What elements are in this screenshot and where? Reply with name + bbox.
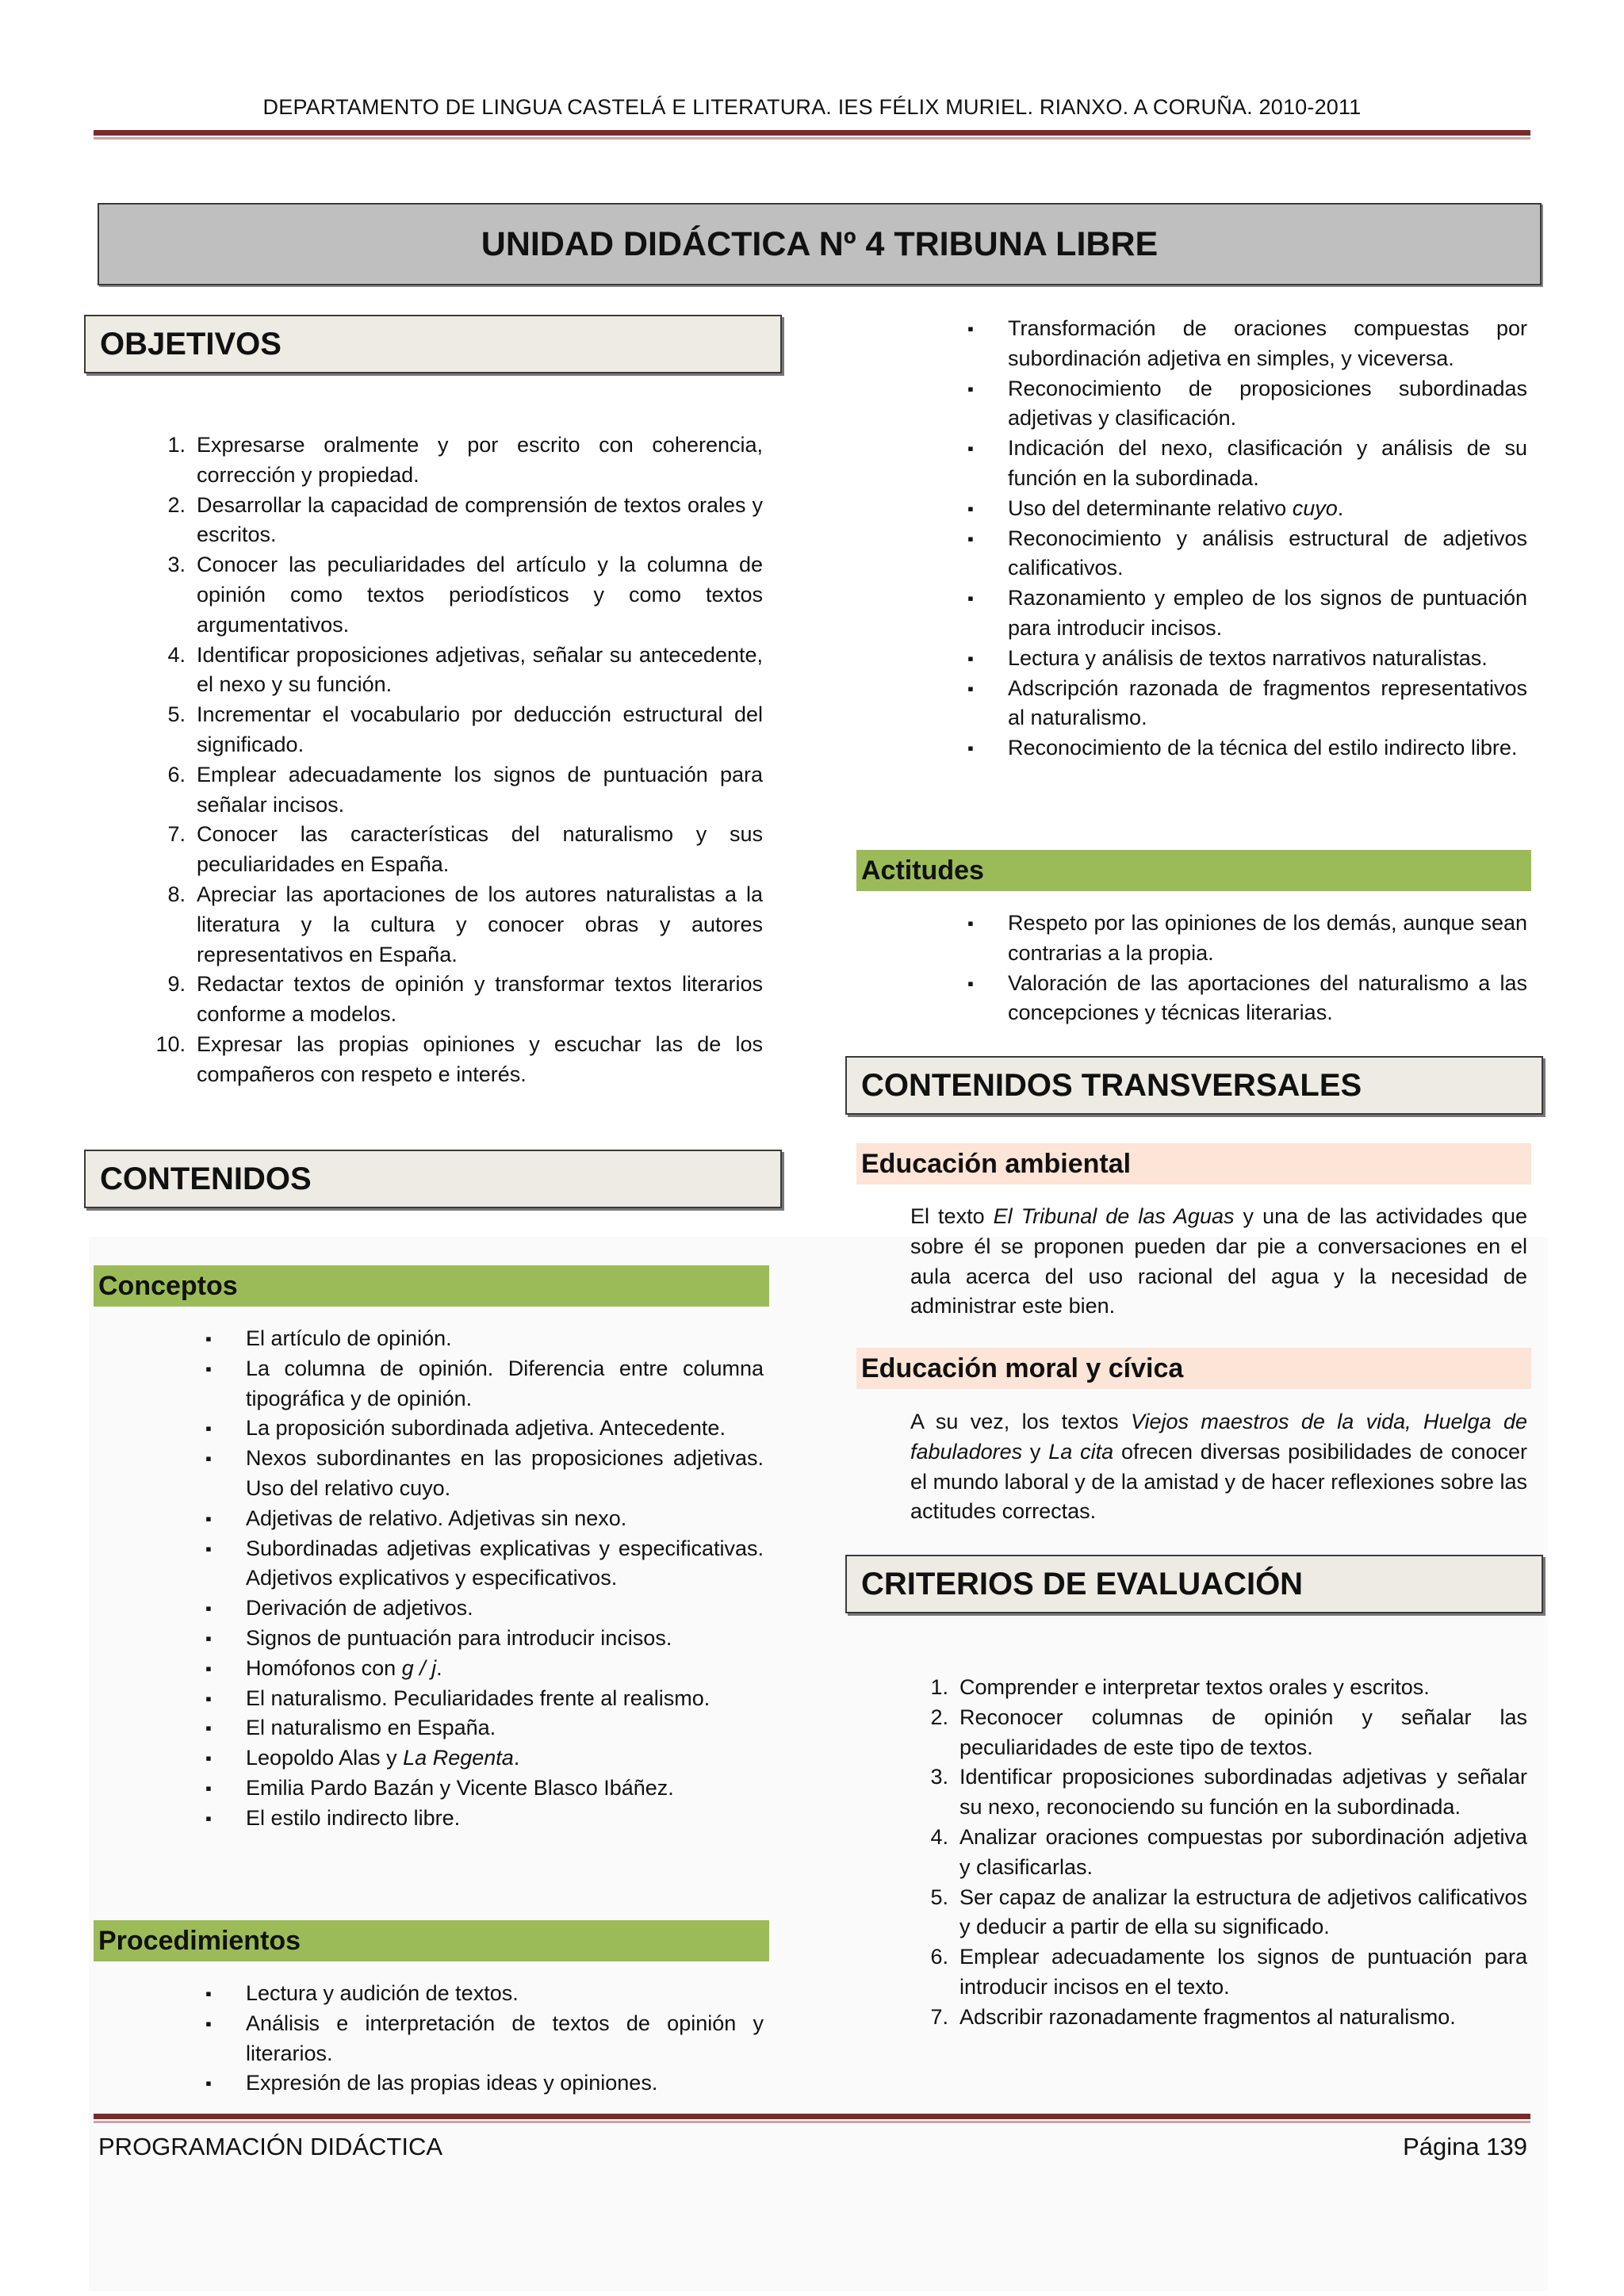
bullet-icon: ▪ — [205, 1418, 212, 1439]
criterio-item — [930, 1703, 1527, 1763]
procedimiento-item — [967, 524, 1527, 584]
actitudes-column — [967, 909, 1527, 1028]
procedimiento-item — [205, 2068, 764, 2099]
criterio-item — [930, 2003, 1527, 2033]
actitud-item — [967, 969, 1527, 1029]
list-item-text: Homófonos con — [246, 1655, 402, 1680]
list-item-text: La columna de opinión. Diferencia entre columna tipográfica y de opinión. — [246, 1356, 764, 1410]
objetivo-item — [167, 700, 763, 760]
moral-text-titles1: Viejos maestros de la vida, Huelga de fabuladores — [910, 1410, 1527, 1464]
bullet-icon: ▪ — [205, 1777, 212, 1798]
ambiental-text-title: El Tribunal de las Aguas — [993, 1204, 1235, 1228]
list-item-number: 8. — [167, 882, 186, 906]
concepto-item — [205, 1324, 764, 1354]
list-item-text: Adjetivas de relativo. Adjetivas sin nexo. — [246, 1506, 627, 1530]
list-item-text: . — [1337, 496, 1344, 520]
list-item-number: 7. — [930, 2004, 948, 2029]
bullet-icon: ▪ — [205, 1358, 212, 1379]
list-item-number: 1. — [930, 1675, 948, 1699]
concepto-item — [205, 1444, 764, 1504]
criterio-item — [930, 1673, 1527, 1703]
page-header: DEPARTAMENTO DE LINGUA CASTELÁ E LITERATURA. IES FÉLIX MURIEL. RIANXO. A CORUÑA. 2010-2011 — [262, 95, 1362, 119]
list-item-text: Razonamiento y empleo de los signos de puntuación para introducir incisos. — [1008, 586, 1527, 640]
subheading-actitudes: Actitudes — [856, 850, 1531, 891]
actitudes-list — [967, 909, 1527, 1028]
list-item-text: El estilo indirecto libre. — [246, 1805, 461, 1830]
list-item-text: Leopoldo Alas y — [246, 1746, 404, 1770]
list-item-text: Lectura y análisis de textos narrativos naturalistas. — [1008, 645, 1488, 670]
list-item-number: 6. — [167, 762, 186, 786]
list-item-text: Desarrollar la capacidad de comprensión de textos orales y escritos. — [197, 492, 763, 547]
list-item-number: 5. — [167, 702, 186, 727]
objetivo-item — [167, 491, 763, 551]
header-rule — [94, 130, 1530, 140]
bullet-icon: ▪ — [205, 1688, 212, 1709]
bullet-icon: ▪ — [967, 319, 974, 339]
list-item-italic: cuyo — [1292, 496, 1338, 520]
concepto-item — [205, 1713, 764, 1743]
bullet-icon: ▪ — [205, 1508, 212, 1529]
section-heading-objetivos: OBJETIVOS — [84, 315, 782, 373]
procedimiento-item — [967, 434, 1527, 494]
concepto-item — [205, 1414, 764, 1444]
list-item-number: 2. — [167, 492, 186, 517]
list-item-text: El naturalismo en España. — [246, 1716, 496, 1740]
list-item-number: 9. — [167, 972, 186, 997]
list-item-text: El naturalismo. Peculiaridades frente al realismo. — [246, 1686, 710, 1710]
bullet-icon: ▪ — [967, 648, 974, 668]
ambiental-text — [910, 1202, 1527, 1322]
procedimiento-item — [967, 733, 1527, 763]
moral-text-part1: A su vez, los textos — [910, 1410, 1131, 1433]
list-item-text: Reconocer columnas de opinión y señalar las peculiaridades de este tipo de textos. — [959, 1705, 1527, 1759]
list-item-text: Reconocimiento de la técnica del estilo indirecto libre. — [1008, 736, 1518, 760]
list-item-number: 5. — [930, 1885, 948, 1909]
list-item-number: 1. — [167, 433, 186, 457]
list-item-text: Conocer las características del naturalismo y sus peculiaridades en España. — [197, 822, 763, 877]
list-item-text: Emplear adecuadamente los signos de puntuación para introducir incisos en el texto. — [959, 1945, 1527, 1999]
list-item-text: Identificar proposiciones subordinadas adjetivas y señalar su nexo, reconociendo su función en la subordinada. — [959, 1765, 1527, 1820]
bullet-icon: ▪ — [205, 1538, 212, 1559]
bullet-icon: ▪ — [967, 738, 974, 759]
bullet-icon: ▪ — [967, 438, 974, 459]
bullet-icon: ▪ — [205, 1329, 212, 1349]
list-item-text: Uso del determinante relativo — [1008, 496, 1293, 520]
concepto-item — [205, 1594, 764, 1624]
footer-document-title: PROGRAMACIÓN DIDÁCTICA — [98, 2133, 443, 2160]
actitud-item — [967, 909, 1527, 969]
list-item-text: Redactar textos de opinión y transformar textos literarios conforme a modelos. — [197, 972, 763, 1027]
list-item-text: . — [513, 1746, 520, 1770]
bullet-icon: ▪ — [967, 678, 974, 698]
list-item-number: 4. — [167, 642, 186, 667]
moral-text-titles2: La cita — [1048, 1439, 1114, 1464]
bullet-icon: ▪ — [967, 528, 974, 549]
footer-page-number: Página 139 — [1403, 2133, 1527, 2160]
concepto-item — [205, 1743, 764, 1774]
procedimiento-item — [967, 314, 1527, 374]
list-item-text: Apreciar las aportaciones de los autores naturalistas a la literatura y la cultura y conocer obras y autores representativos en España. — [197, 882, 763, 966]
procedimiento-item — [967, 584, 1527, 644]
list-item-text: Expresarse oralmente y por escrito con coherencia, corrección y propiedad. — [197, 433, 763, 487]
list-item-italic: La Regenta — [403, 1746, 514, 1770]
list-item-text: Transformación de oraciones compuestas por subordinación adjetiva en simples, y viceversa. — [1008, 316, 1527, 370]
bullet-icon: ▪ — [205, 1658, 212, 1678]
objetivo-item — [167, 880, 763, 970]
concepto-item — [205, 1354, 764, 1414]
procedimiento-item — [205, 2009, 764, 2069]
subheading-educacion-ambiental: Educación ambiental — [856, 1143, 1531, 1184]
bullet-icon: ▪ — [967, 378, 974, 399]
list-item-number: 7. — [167, 822, 186, 847]
procedimiento-item — [967, 374, 1527, 434]
criterios-list — [930, 1673, 1527, 2033]
list-item-text: Adscripción razonada de fragmentos representativos al naturalismo. — [1008, 675, 1527, 730]
list-item-text: Conocer las peculiaridades del artículo y la columna de opinión como textos periodísticos y como textos argumentativos. — [197, 553, 763, 637]
conceptos-list — [205, 1324, 764, 1834]
moral-text-part3: ofrecen diversas posibilidades de conocer el mundo laboral y de la amistad y de hacer reflexiones sobre las actitudes correctas. — [910, 1439, 1527, 1524]
list-item-number: 4. — [930, 1824, 948, 1849]
objetivo-item — [167, 760, 763, 821]
list-item-text: Incrementar el vocabulario por deducción estructural del significado. — [197, 702, 763, 756]
ambiental-text-post: y una de las actividades que sobre él se proponen pueden dar pie a conversaciones en el aula acerca del uso racional del agua y la necesidad de administrar este bien. — [910, 1204, 1527, 1318]
bullet-icon: ▪ — [205, 1598, 212, 1619]
list-item-text: Expresión de las propias ideas y opiniones. — [246, 2071, 658, 2095]
list-item-number: 3. — [930, 1765, 948, 1789]
objetivo-item — [167, 820, 763, 880]
criterios-column — [930, 1673, 1527, 2033]
concepto-item — [205, 1654, 764, 1684]
concepto-item — [205, 1684, 764, 1714]
list-item-text: Adscribir razonadamente fragmentos al naturalismo. — [959, 2004, 1456, 2029]
bullet-icon: ▪ — [205, 1448, 212, 1469]
page-title: UNIDAD DIDÁCTICA Nº 4 TRIBUNA LIBRE — [98, 203, 1542, 285]
list-item-text: Comprender e interpretar textos orales y escritos. — [959, 1675, 1430, 1699]
objetivo-item — [167, 550, 763, 640]
bullet-icon: ▪ — [967, 588, 974, 609]
concepto-item — [205, 1504, 764, 1534]
list-item-italic: g / j — [401, 1655, 437, 1680]
list-item-text: Expresar las propias opiniones y escuchar las de los compañeros con respeto e interés. — [197, 1031, 763, 1086]
conceptos-column — [205, 1324, 764, 1834]
bullet-icon: ▪ — [205, 2013, 212, 2034]
criterio-item — [930, 1942, 1527, 2003]
list-item-text: Nexos subordinantes en las proposiciones adjetivas. Uso del relativo cuyo. — [246, 1446, 764, 1500]
procedimientos-cont-list — [967, 314, 1527, 763]
bullet-icon: ▪ — [967, 913, 974, 933]
list-item-text: Reconocimiento y análisis estructural de adjetivos calificativos. — [1008, 526, 1527, 580]
section-heading-transversales: CONTENIDOS TRANSVERSALES — [845, 1056, 1543, 1115]
bullet-icon: ▪ — [205, 1748, 212, 1769]
procedimiento-item — [967, 494, 1527, 524]
list-item-text: . — [436, 1655, 442, 1680]
list-item-text: La proposición subordinada adjetiva. Antecedente. — [246, 1416, 726, 1441]
objetivo-item — [167, 430, 763, 491]
procedimiento-item — [967, 674, 1527, 734]
criterio-item — [930, 1883, 1527, 1943]
bullet-icon: ▪ — [205, 2073, 212, 2094]
list-item-text: Identificar proposiciones adjetivas, señalar su antecedente, el nexo y su función. — [197, 642, 763, 697]
bullet-icon: ▪ — [205, 1628, 212, 1648]
ambiental-text-pre: El texto — [910, 1204, 994, 1228]
criterio-item — [930, 1823, 1527, 1883]
section-heading-contenidos: CONTENIDOS — [84, 1150, 782, 1208]
list-item-text: Lectura y audición de textos. — [246, 1981, 519, 2005]
list-item-number: 3. — [167, 553, 186, 577]
list-item-text: Analizar oraciones compuestas por subordinación adjetiva y clasificarlas. — [959, 1824, 1527, 1879]
list-item-text: Derivación de adjetivos. — [246, 1596, 473, 1621]
list-item-text: Emplear adecuadamente los signos de puntuación para señalar incisos. — [197, 762, 763, 817]
procedimiento-item — [205, 1979, 764, 2009]
bullet-icon: ▪ — [205, 1808, 212, 1828]
list-item-text: Subordinadas adjetivas explicativas y especificativas. Adjetivos explicativos y especificativos. — [246, 1536, 764, 1590]
subheading-conceptos: Conceptos — [94, 1265, 769, 1307]
list-item-number: 10. — [155, 1031, 186, 1056]
concepto-item — [205, 1624, 764, 1654]
concepto-item — [205, 1774, 764, 1804]
list-item-text: Indicación del nexo, clasificación y análisis de su función en la subordinada. — [1008, 436, 1527, 490]
list-item-text: Reconocimiento de proposiciones subordinadas adjetivas y clasificación. — [1008, 376, 1527, 430]
list-item-number: 2. — [930, 1705, 948, 1729]
moral-text — [910, 1407, 1527, 1527]
criterio-item — [930, 1762, 1527, 1823]
concepto-item — [205, 1804, 764, 1834]
list-item-text: Análisis e interpretación de textos de opinión y literarios. — [246, 2011, 764, 2065]
subheading-educacion-moral: Educación moral y cívica — [856, 1348, 1531, 1389]
objetivo-item — [167, 970, 763, 1030]
objetivo-item — [155, 1030, 763, 1090]
section-heading-criterios: CRITERIOS DE EVALUACIÓN — [845, 1555, 1543, 1613]
moral-text-part2: y — [1022, 1439, 1049, 1464]
procedimientos-column — [205, 1979, 764, 2099]
procedimiento-item — [967, 644, 1527, 674]
list-item-text: Emilia Pardo Bazán y Vicente Blasco Ibáñez. — [246, 1775, 674, 1800]
objetivos-list — [155, 430, 763, 1090]
list-item-text: Ser capaz de analizar la estructura de adjetivos calificativos y deducir a partir de ella su significado. — [959, 1885, 1527, 1939]
footer-rule — [94, 2114, 1530, 2123]
bullet-icon: ▪ — [967, 498, 974, 519]
bullet-icon: ▪ — [967, 973, 974, 993]
bullet-icon: ▪ — [205, 1718, 212, 1739]
list-item-number: 6. — [930, 1945, 948, 1969]
objetivos-column — [155, 430, 763, 1090]
concepto-item — [205, 1534, 764, 1594]
list-item-text: Respeto por las opiniones de los demás, aunque sean contrarias a la propia. — [1008, 911, 1527, 965]
procedimientos-cont-column — [967, 314, 1527, 763]
list-item-text: Valoración de las aportaciones del naturalismo a las concepciones y técnicas literarias. — [1008, 970, 1527, 1025]
list-item-text: El artículo de opinión. — [246, 1326, 452, 1350]
procedimientos-list — [205, 1979, 764, 2099]
bullet-icon: ▪ — [205, 1984, 212, 2003]
subheading-procedimientos: Procedimientos — [94, 1920, 769, 1961]
objetivo-item — [167, 641, 763, 701]
list-item-text: Signos de puntuación para introducir incisos. — [246, 1625, 672, 1650]
